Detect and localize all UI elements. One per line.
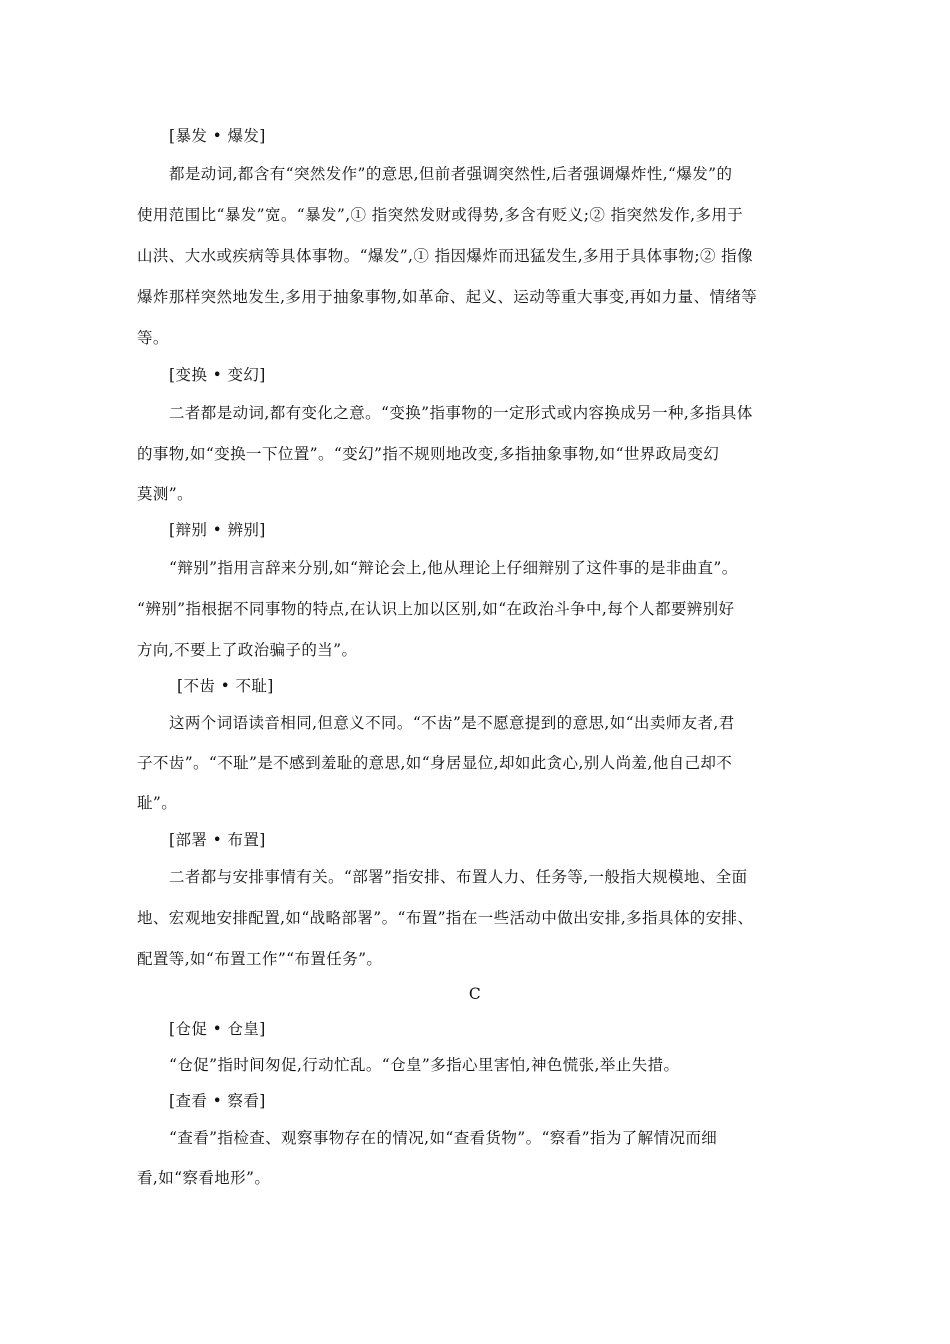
entry-text-line: 地、宏观地安排配置,如“战略部署”。“布置”指在一些活动中做出安排,多指具体的安排、 [137, 909, 754, 927]
entry-text-line: 这两个词语读音相同,但意义不同。“不齿”是不愿意提到的意思,如“出卖师友者,君 [169, 714, 735, 732]
entry-heading: [查看 • 察看] [169, 1092, 266, 1110]
entry-heading: [暴发 • 爆发] [169, 127, 266, 145]
entry-text-line: 山洪、大水或疾病等具体事物。“爆发”,① 指因爆炸而迅猛发生,多用于具体事物;② 指像 [137, 247, 753, 265]
entry-heading: [变换 • 变幻] [169, 366, 266, 384]
entry-heading: [不齿 • 不耻] [177, 677, 274, 695]
section-letter: C [468, 985, 482, 1003]
entry-text-line: 使用范围比“暴发”宽。“暴发”,① 指突然发财或得势,多含有贬义;② 指突然发作,多用于 [137, 206, 744, 224]
entry-heading: [仓促 • 仓皇] [169, 1020, 266, 1038]
entry-text-line: 爆炸那样突然地发生,多用于抽象事物,如革命、起义、运动等重大事变,再如力量、情绪等 [137, 288, 758, 306]
entry-text-line: 看,如“察看地形”。 [137, 1169, 271, 1187]
entry-text-line: 莫测”。 [137, 485, 194, 503]
entry-text-line: 子不齿”。“不耻”是不感到羞耻的意思,如“身居显位,却如此贪心,别人尚羞,他自己却不 [137, 754, 733, 772]
entry-text-line: 都是动词,都含有“突然发作”的意思,但前者强调突然性,后者强调爆炸性,“爆发”的 [169, 165, 733, 183]
entry-heading: [辩别 • 辨别] [169, 521, 266, 539]
entry-text-line: “仓促”指时间匆促,行动忙乱。“仓皇”多指心里害怕,神色慌张,举止失措。 [169, 1056, 680, 1074]
entry-text-line: 等。 [137, 329, 169, 347]
entry-text-line: 耻”。 [137, 794, 178, 812]
entry-text-line: “辨别”指根据不同事物的特点,在认识上加以区别,如“在政治斗争中,每个人都要辨别好 [137, 600, 735, 618]
entry-text-line: 配置等,如“布置工作”“布置任务”。 [137, 950, 383, 968]
entry-text-line: 二者都与安排事情有关。“部署”指安排、布置人力、任务等,一般指大规模地、全面 [169, 868, 748, 886]
entry-text-line: “辩别”指用言辞来分别,如“辩论会上,他从理论上仔细辩别了这件事的是非曲直”。 [169, 559, 738, 577]
entry-text-line: 二者都是动词,都有变化之意。“变换”指事物的一定形式或内容换成另一种,多指具体 [169, 404, 753, 422]
entry-text-line: 方向,不要上了政治骗子的当”。 [137, 641, 358, 659]
entry-text-line: “查看”指检查、观察事物存在的情况,如“查看货物”。“察看”指为了解情况而细 [169, 1129, 718, 1147]
entry-heading: [部署 • 布置] [169, 831, 266, 849]
entry-text-line: 的事物,如“变换一下位置”。“变幻”指不规则地改变,多指抽象事物,如“世界政局变幻 [137, 445, 720, 463]
